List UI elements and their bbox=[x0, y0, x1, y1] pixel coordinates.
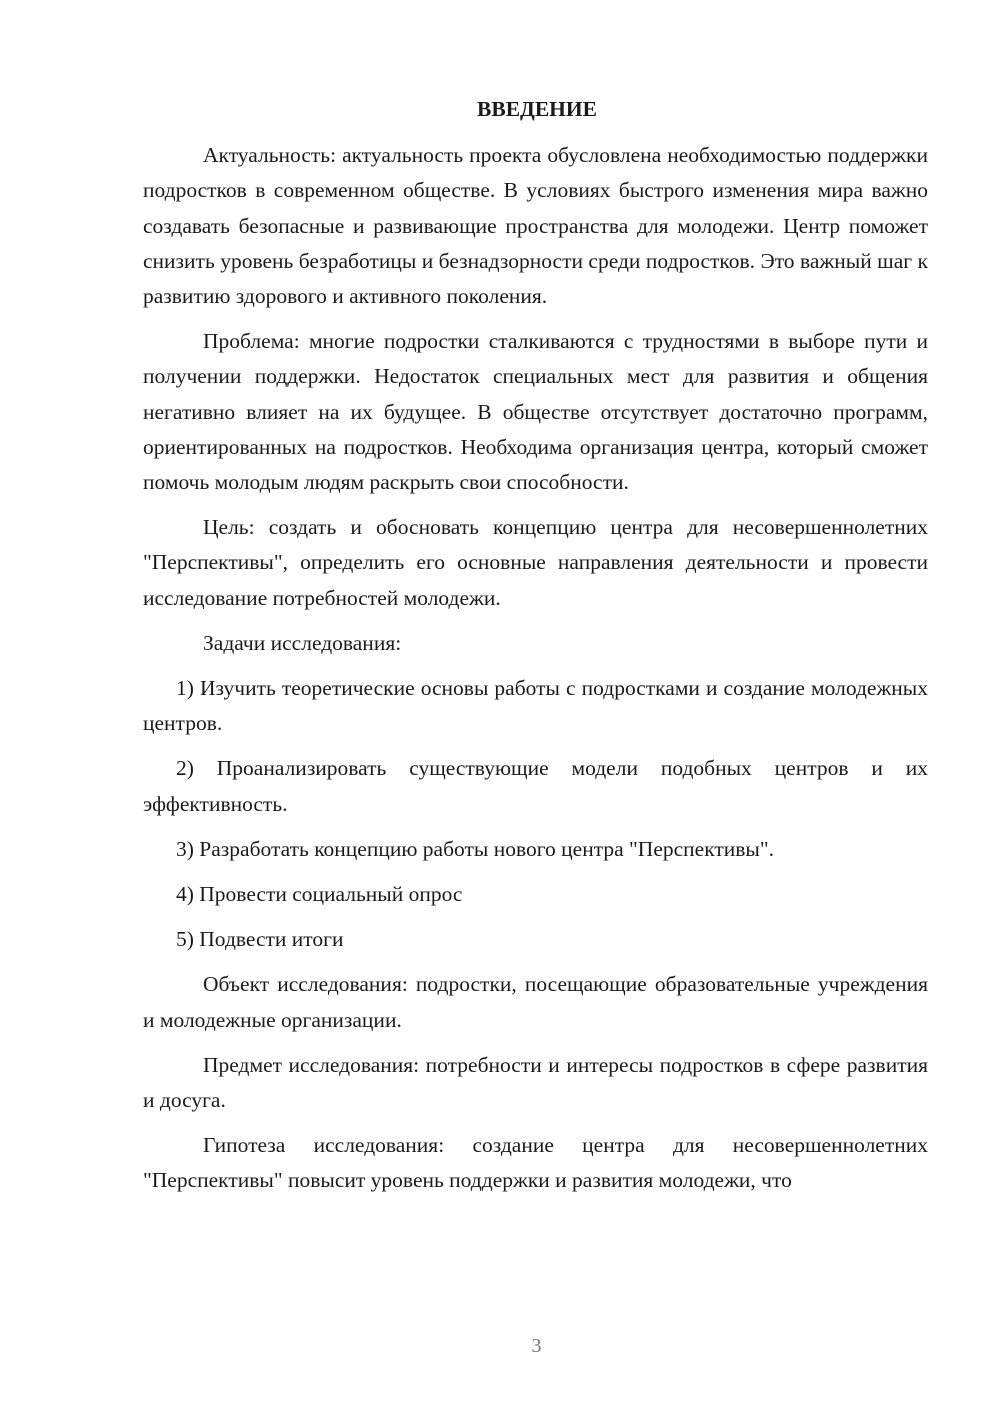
task-item-5: 5) Подвести итоги bbox=[176, 927, 344, 952]
page-number: 3 bbox=[531, 1335, 542, 1357]
subject-paragraph: Предмет исследования: потребности и интересы подростков в сфере развития и досуга. bbox=[143, 1052, 928, 1113]
hypothesis-paragraph: Гипотеза исследования: создание центра для несовершеннолетних "Перспективы" повысит уровень поддержки и развития молодежи, что bbox=[143, 1133, 928, 1193]
page-content bbox=[143, 92, 928, 1209]
object-paragraph: Объект исследования: подростки, посещающие образовательные учреждения и молодежные организации. bbox=[143, 972, 928, 1032]
task-item-3: 3) Разработать концепцию работы нового центра "Перспективы". bbox=[176, 836, 775, 861]
tasks-heading: Задачи исследования: bbox=[203, 630, 402, 655]
task-item-4: 4) Провести социальный опрос bbox=[176, 882, 463, 907]
task-item-1: 1) Изучить теоретические основы работы с подростками и создание молодежных центров. bbox=[143, 676, 928, 736]
goal-paragraph: Цель: создать и обосновать концепцию центра для несовершеннолетних "Перспективы", определить его основные направления деятельности и провести исследование потребностей молодежи. bbox=[143, 515, 928, 610]
section-title: ВВЕДЕНИЕ bbox=[477, 97, 597, 121]
problem-paragraph: Проблема: многие подростки сталкиваются с трудностями в выборе пути и получении поддержки. Недостаток специальных мест для развития и общения негативно влияет на их будущее. В обществе отсутствует достаточно программ, ориентированных на подростков. Необходима организация центра, который сможет помочь молодым людям раскрыть свои способности. bbox=[143, 329, 928, 495]
task-item-2: 2) Проанализировать существующие модели подобных центров и их эффективность. bbox=[143, 756, 928, 816]
relevance-paragraph: Актуальность: актуальность проекта обусловлена необходимостью поддержки подростков в современном обществе. В условиях быстрого изменения мира важно создавать безопасные и развивающие пространства для молодежи. Центр поможет снизить уровень безработицы и безнадзорности среди подростков. Это важный шаг к развитию здорового и активного поколения. bbox=[143, 143, 928, 309]
